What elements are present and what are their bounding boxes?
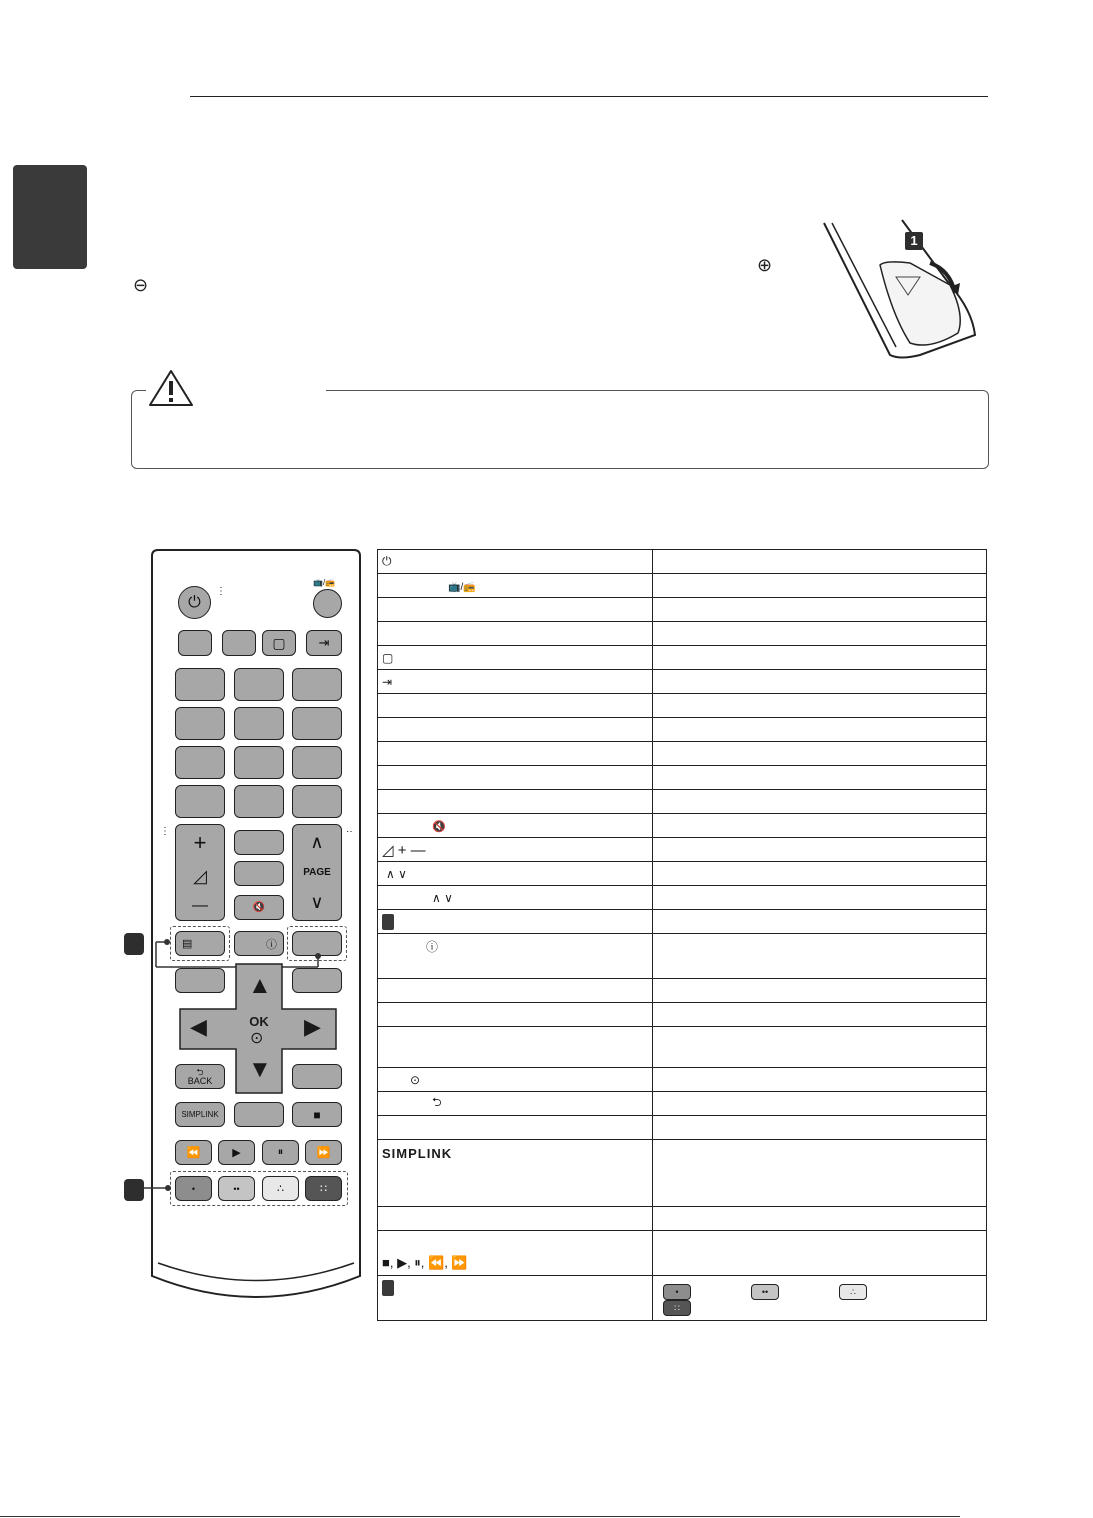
- table-row: [378, 622, 987, 646]
- up-arrow-icon[interactable]: ▲: [248, 972, 272, 999]
- ratio-button[interactable]: [262, 630, 296, 656]
- table-row: [378, 1140, 987, 1207]
- fav-button[interactable]: [234, 830, 284, 855]
- page-label: PAGE: [303, 867, 331, 878]
- blue-dots-icon: ∷: [320, 1183, 327, 1195]
- input-icon: ⇥: [382, 674, 393, 689]
- number-button-2[interactable]: [234, 668, 284, 701]
- yellow-dots-icon: ∴: [277, 1183, 284, 1195]
- tv-radio-icon: 📺/📻: [448, 581, 476, 593]
- header-rule: [190, 96, 988, 97]
- power-icon: ⏻: [382, 554, 392, 568]
- simplink-logo: SIMPLINK: [181, 1110, 219, 1119]
- green-button[interactable]: [218, 1176, 255, 1201]
- ok-symbol-icon: ⊙: [250, 1030, 264, 1047]
- left-arrow-icon[interactable]: ◀: [190, 1014, 207, 1039]
- table-row: [378, 550, 987, 574]
- blue-button-icon: ∷: [663, 1300, 691, 1316]
- table-row: [378, 814, 987, 838]
- table-row: [378, 718, 987, 742]
- remote-function-table: [377, 549, 987, 1321]
- info-icon: ⓘ: [266, 938, 277, 951]
- callout-badge-1-ref: [382, 914, 394, 930]
- number-button-0[interactable]: [234, 785, 284, 818]
- callout-badge-2-ref: [382, 1280, 394, 1296]
- page-chevrons-icon: ∧ ∨: [432, 890, 453, 905]
- stop-button[interactable]: [292, 1102, 342, 1127]
- right-arrow-icon[interactable]: ▶: [304, 1014, 321, 1039]
- volume-plus-icon: +: [193, 830, 207, 855]
- battery-cover-illustration: [810, 215, 980, 360]
- exit-button[interactable]: [292, 1064, 342, 1089]
- table-row: [378, 742, 987, 766]
- table-row: [378, 886, 987, 910]
- table-row: [378, 1116, 987, 1140]
- back-label: BACK: [187, 1075, 213, 1086]
- ratio-icon: ▢: [382, 650, 394, 665]
- volume-ramp-icon: ◿: [193, 866, 207, 886]
- av-mode-button[interactable]: [234, 1102, 284, 1127]
- table-row: [378, 790, 987, 814]
- warning-triangle-icon: [147, 368, 195, 408]
- fast-forward-icon: ⏩: [316, 1147, 331, 1159]
- play-button[interactable]: [218, 1140, 255, 1165]
- green-button-icon: ••: [751, 1284, 779, 1300]
- input-button[interactable]: [306, 630, 342, 656]
- ok-label[interactable]: OK: [249, 1014, 269, 1029]
- number-button-6[interactable]: [292, 707, 342, 740]
- green-dots-icon: ••: [233, 1183, 240, 1194]
- back-arrow-icon: ⮌: [196, 1066, 204, 1077]
- yellow-button[interactable]: [262, 1176, 299, 1201]
- table-row: [378, 1092, 987, 1116]
- table-row: [378, 1276, 987, 1321]
- rewind-button[interactable]: [175, 1140, 212, 1165]
- down-arrow-icon[interactable]: ▼: [248, 1056, 272, 1083]
- table-row: [378, 934, 987, 979]
- program-page-rocker[interactable]: [292, 824, 342, 921]
- chapter-tab: [13, 165, 87, 269]
- red-button[interactable]: [175, 1176, 212, 1201]
- plus-polarity-icon: ⊕: [757, 255, 773, 275]
- pause-button[interactable]: [262, 1140, 299, 1165]
- list-button[interactable]: [175, 785, 225, 818]
- back-button[interactable]: [175, 1064, 225, 1089]
- footer-rule: [0, 1516, 960, 1517]
- red-dots-icon: •: [191, 1183, 196, 1194]
- table-row: [378, 910, 987, 934]
- number-button-8[interactable]: [234, 746, 284, 779]
- table-row: [378, 574, 987, 598]
- chevron-up-icon: ∧: [310, 832, 324, 852]
- table-row: [378, 670, 987, 694]
- red-button-icon: •: [663, 1284, 691, 1300]
- back-arrow-icon: ⮌: [432, 1095, 442, 1109]
- table-row: [378, 598, 987, 622]
- mute-icon: 🔇: [432, 820, 446, 833]
- number-button-9[interactable]: [292, 746, 342, 779]
- caution-box: [131, 390, 989, 469]
- table-row: [378, 694, 987, 718]
- table-row: [378, 979, 987, 1003]
- callout-badge-2: [124, 1179, 144, 1201]
- info-icon: ⓘ: [426, 940, 439, 954]
- number-button-4[interactable]: [175, 707, 225, 740]
- tv-radio-button[interactable]: [313, 589, 342, 618]
- volume-icon: ◿ + —: [382, 841, 426, 859]
- power-icon: ⏻: [188, 593, 201, 611]
- q-view-button[interactable]: [292, 785, 342, 818]
- playback-icons: ■, ▶, ⏸, ⏪, ⏩: [382, 1255, 468, 1270]
- number-button-7[interactable]: [175, 746, 225, 779]
- mute-button[interactable]: [234, 895, 284, 920]
- simplink-button[interactable]: [175, 1102, 225, 1127]
- volume-minus-icon: —: [192, 897, 208, 914]
- chevron-down-icon: ∨: [310, 892, 324, 912]
- table-row: [378, 1027, 987, 1068]
- table-row: [378, 766, 987, 790]
- step-number-badge: 1: [905, 232, 923, 250]
- pause-icon: ⏸: [277, 1146, 284, 1158]
- remote-control-diagram: ⏻ ⋮ 📺/📻 ▢ ⇥ ⋮ ‥ + ◿ — 🔇 ∧ PAGE ∨ ▤ ⓘ ▲ ▼ ◀ ▶ OK ⊙ ⮌ BACK SIMPLINK ■ ⏪ ▶ ⏸ ⏩ • •• ∴ ∷: [150, 548, 362, 1318]
- remote-button-a[interactable]: [178, 630, 212, 656]
- number-button-5[interactable]: [234, 707, 284, 740]
- guide-button[interactable]: [234, 861, 284, 886]
- power-button[interactable]: [178, 586, 211, 619]
- simplink-logo: SIMPLINK: [382, 1146, 453, 1161]
- input-icon: ⇥: [318, 635, 330, 650]
- volume-rocker[interactable]: [175, 824, 225, 921]
- table-row: [378, 646, 987, 670]
- play-icon: ▶: [232, 1147, 241, 1159]
- table-row: [378, 862, 987, 886]
- ok-symbol-icon: ⊙: [410, 1072, 421, 1087]
- text-icon: ▤: [182, 938, 193, 950]
- minus-polarity-icon: ⊖: [133, 275, 149, 295]
- table-row: [378, 1231, 987, 1276]
- yellow-button-icon: ∴: [839, 1284, 867, 1300]
- remote-button-b[interactable]: [222, 630, 256, 656]
- number-button-1[interactable]: [175, 668, 225, 701]
- stop-icon: ■: [313, 1107, 321, 1122]
- program-chevrons-icon: ∧ ∨: [386, 866, 407, 881]
- table-row: [378, 1068, 987, 1092]
- rewind-icon: ⏪: [186, 1147, 201, 1159]
- table-row: [378, 1207, 987, 1231]
- callout-badge-1: [124, 933, 144, 955]
- blue-button[interactable]: [305, 1176, 342, 1201]
- mute-icon: 🔇: [252, 902, 266, 913]
- fast-forward-button[interactable]: [305, 1140, 342, 1165]
- number-button-3[interactable]: [292, 668, 342, 701]
- table-row: [378, 1003, 987, 1027]
- ratio-icon: ▢: [272, 634, 286, 651]
- tv-radio-icon: 📺/📻: [313, 578, 336, 587]
- table-row: [378, 838, 987, 862]
